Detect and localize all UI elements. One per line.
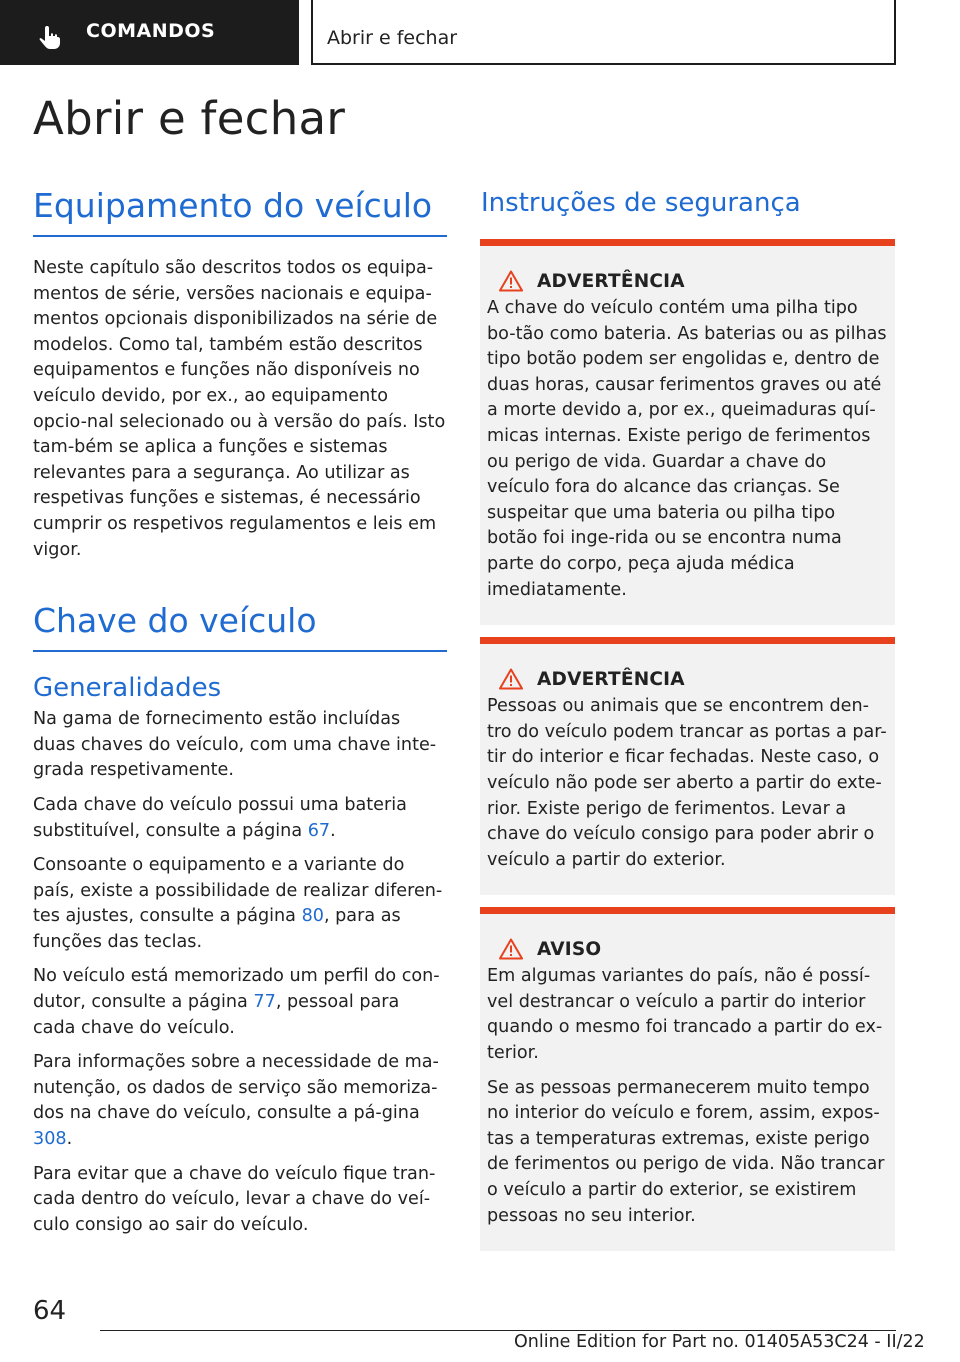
paragraph-service-data: Para informações sobre a necessidade de ma-nutenção, os dados de serviço são memoriza-dos na chave do veículo, consulte a pá-gina 308. [33, 1052, 439, 1150]
right-column [480, 188, 895, 1251]
header-section-label: COMANDOS [86, 20, 216, 42]
safety-heading: Instruções de segurança [481, 188, 801, 218]
page-link-67[interactable]: 67 [307, 820, 331, 841]
hand-pointer-icon [38, 24, 64, 50]
header-chapter-tab [311, 0, 896, 65]
header-chapter-label: Abrir e fechar [327, 27, 458, 49]
equipment-heading: Equipamento do veículo [33, 186, 433, 225]
left-column [33, 186, 447, 1238]
warning-title: ADVERTÊNCIA [537, 270, 685, 292]
heading-rule [33, 235, 447, 237]
heading-rule [33, 650, 447, 652]
vehicle-key-heading: Chave do veículo [33, 601, 317, 641]
notice-text-1: Em algumas variantes do país, não é possí-vel destrancar o veículo a partir do interior quando o mesmo foi trancado a partir do ex-terior. [487, 966, 883, 1064]
paragraph-battery: Cada chave do veículo possui uma bateria substituível, consulte a página 67. [33, 794, 407, 841]
warning-triangle-icon [499, 938, 523, 960]
paragraph-keys-included: Na gama de fornecimento estão incluídas duas chaves do veículo, com uma chave inte-grada respetivamente. [33, 709, 437, 781]
page-link-77[interactable]: 77 [253, 992, 276, 1013]
paragraph-locked-key: Para evitar que a chave do veículo fique tran-cada dentro do veículo, levar a chave do veí-culo consigo ao sair do veículo. [33, 1163, 436, 1235]
warning-triangle-icon [499, 270, 523, 292]
paragraph-settings: Consoante o equipamento e a variante do país, existe a possibilidade de realizar diferen-tes ajustes, consulte a página 80, para as funções das teclas. [33, 855, 443, 952]
page-link-308[interactable]: 308 [33, 1129, 67, 1150]
general-heading: Generalidades [33, 673, 222, 704]
warning-box-locked-inside [480, 637, 895, 895]
page-number: 64 [33, 1296, 67, 1326]
footer-rule [100, 1330, 896, 1331]
paragraph-driver-profile: No veículo está memorizado um perfil do con-dutor, consulte a página 77, pessoal para cada chave do veículo. [33, 966, 440, 1038]
warning-text: Pessoas ou animais que se encontrem den-tro do veículo podem trancar as portas a par-tir do interior e ficar fechadas. Neste caso, o veículo não pode ser aberto a partir do exte-rior. Existe perigo de ferimentos. Levar a chave do veículo consigo para poder abrir o veículo a partir do exterior. [487, 696, 887, 870]
header-section-tab [0, 0, 299, 65]
warning-triangle-icon [499, 668, 523, 690]
page-link-80[interactable]: 80 [301, 906, 324, 927]
warning-title: ADVERTÊNCIA [537, 668, 685, 690]
notice-box [480, 907, 895, 1251]
footer-edition: Online Edition for Part no. 01405A53C24 - II/22 [514, 1332, 925, 1352]
page-title: Abrir e fechar [33, 92, 346, 145]
notice-title: AVISO [537, 938, 602, 960]
notice-text-2: Se as pessoas permanecerem muito tempo no interior do veículo e forem, assim, expos-tas a temperaturas extremas, existe perigo de ferimentos ou perigo de vida. Não trancar o veículo a partir do exterior, se existirem pessoas no seu interior. [487, 1077, 885, 1226]
warning-box-battery [480, 239, 895, 625]
equipment-paragraph: Neste capítulo são descritos todos os equipa-mentos de série, versões nacionais e equipa-mentos opcionais disponibilizados na série de modelos. Como tal, também estão descritos equipamentos e funções não disponíveis no veículo devido, por ex., ao equipamento opcio-nal selecionado ou à versão do país. Isto tam-bém se aplica a funções e sistemas relevantes para a segurança. Ao utilizar as respetivas funções e sistemas, é necessário cumprir os respetivos regulamentos e leis em vigor. [33, 258, 446, 560]
warning-text: A chave do veículo contém uma pilha tipo bo-tão como bateria. As baterias ou as pilhas tipo botão podem ser engolidas e, dentro de duas horas, causar ferimentos graves ou até a morte devido a, por ex., queimaduras quí-micas internas. Existe perigo de ferimentos ou perigo de vida. Guardar a chave do veículo fora do alcance das crianças. Se suspeitar que uma bateria ou pilha tipo botão foi inge-rida ou se encontra numa parte do corpo, peça ajuda médica imediatamente. [487, 298, 887, 600]
